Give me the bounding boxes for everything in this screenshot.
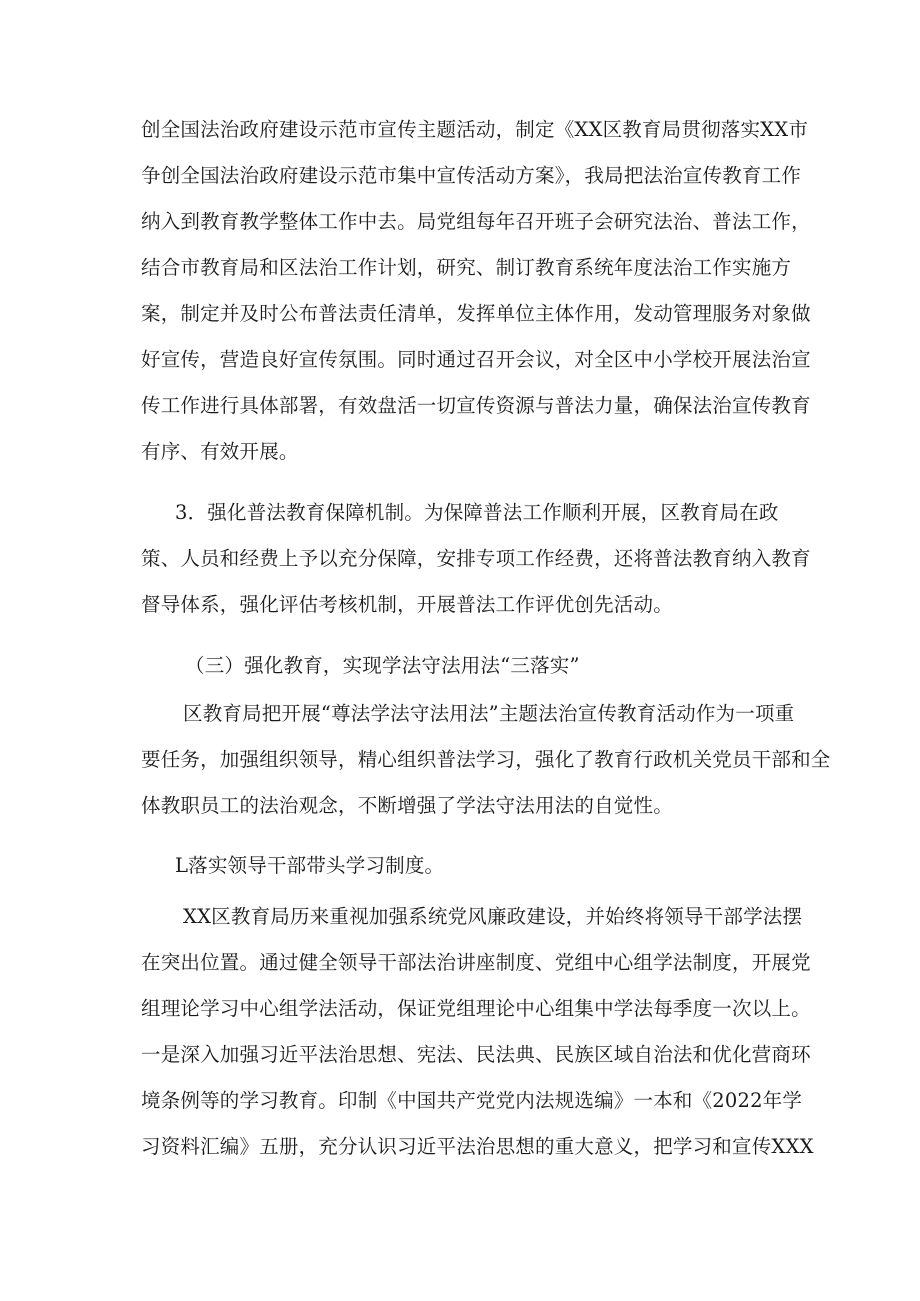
body-text-line: 结合市教育局和区法治工作计划，研究、制订教育系统年度法治工作实施方: [141, 256, 792, 279]
body-text-line: 纳入到教育教学整体工作中去。局党组每年召开班子会研究法治、普法工作，: [141, 210, 811, 233]
body-text-line: XX区教育局历来重视加强系统党风廉政建设，并始终将领导干部学法摆: [183, 905, 803, 928]
body-text-line: 境条例等的学习教育。印制《中国共产党党内法规选编》一本和《2022年学: [141, 1089, 803, 1112]
body-text-line: 一是深入加强习近平法治思想、宪法、民法典、民族区域自治法和优化营商环: [141, 1043, 811, 1066]
body-text-line: 创全国法治政府建设示范市宣传主题活动，制定《XX区教育局贯彻落实XX市: [141, 118, 809, 141]
body-text-line: 督导体系，强化评估考核机制，开展普法工作评优创先活动。: [141, 593, 673, 616]
body-text-line: 策、人员和经费上予以充分保障，安排专项工作经费，还将普法教育纳入教育: [141, 547, 811, 570]
body-text-line: 区教育局把开展“尊法学法守法用法”主题法治宣传教育活动作为一项重: [183, 702, 795, 725]
section-item-3: 3．强化普法教育保障机制。为保障普法工作顺利开展，区教育局在政: [175, 501, 779, 524]
body-text-line: 要任务，加强组织领导，精心组织普法学习，强化了教育行政机关党员干部和全: [141, 748, 831, 771]
section-item-1: L落实领导干部带头学习制度。: [175, 854, 445, 877]
body-text-line: 在突出位置。通过健全领导干部法治讲座制度、党组中心组学法制度，开展党: [141, 951, 811, 974]
body-text-line: 习资料汇编》五册，充分认识习近平法治思想的重大意义，把学习和宣传XXX: [141, 1135, 814, 1158]
body-text-line: 组理论学习中心组学法活动，保证党组理论中心组集中学法每季度一次以上。: [141, 997, 811, 1020]
body-text-line: 争创全国法治政府建设示范市集中宣传活动方案》，我局把法治宣传教育工作: [141, 164, 802, 187]
body-text-line: 传工作进行具体部署，有效盘活一切宣传资源与普法力量，确保法治宣传教育: [141, 394, 811, 417]
body-text-line: 有序、有效开展。: [141, 440, 299, 463]
body-text-line: 案，制定并及时公布普法责任清单，发挥单位主体作用，发动管理服务对象做: [141, 302, 811, 325]
body-text-line: 体教职员工的法治观念，不断增强了学法守法用法的自觉性。: [141, 794, 673, 817]
body-text-line: 好宣传，营造良好宣传氛围。同时通过召开会议，对全区中小学校开展法治宣: [141, 348, 811, 371]
section-heading: （三）强化教育，实现学法守法用法“三落实”: [185, 654, 580, 677]
